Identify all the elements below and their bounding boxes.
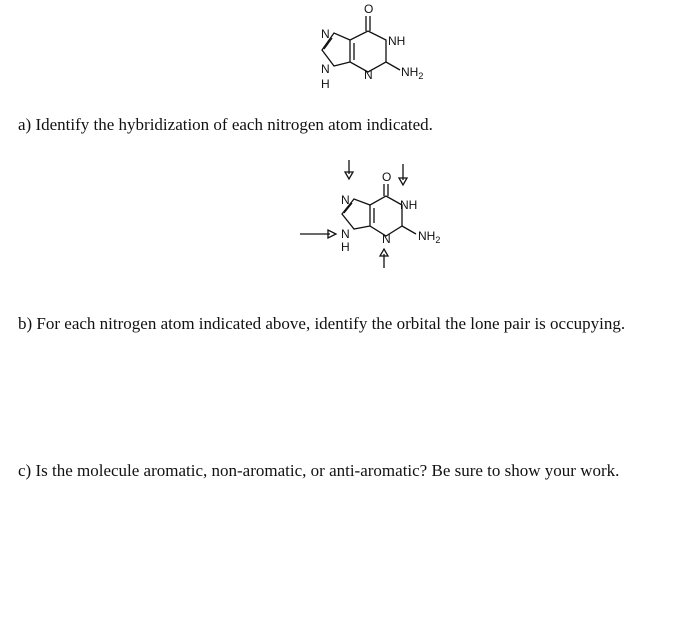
arrow-indicator-n3-icon — [380, 249, 388, 268]
atom-label-h-9: H — [341, 240, 350, 254]
question-c: c) Is the molecule aromatic, non-aromatic, or anti-aromatic? Be sure to show your work. — [18, 461, 620, 480]
arrow-indicator-n7-icon — [345, 160, 353, 179]
atom-label-nh-1: NH — [400, 198, 418, 212]
atom-label-n-3: N — [382, 232, 391, 246]
nh2-subscript: 2 — [418, 71, 424, 81]
atom-label-n-9: N — [341, 227, 350, 241]
guanine-structure-annotated — [296, 150, 466, 275]
atom-label-h-9: H — [321, 77, 330, 91]
arrow-indicator-n9-icon — [300, 230, 336, 238]
nh2-subscript: 2 — [435, 235, 441, 245]
atom-label-n-9: N — [321, 62, 330, 76]
atom-label-n-7: N — [321, 27, 330, 41]
atom-label-nh-1: NH — [388, 34, 406, 48]
guanine-structure-top — [300, 0, 440, 95]
question-b: b) For each nitrogen atom indicated above, identify the orbital the lone pair is occupying. — [18, 314, 626, 333]
question-a: a) Identify the hybridization of each nitrogen atom indicated. — [18, 115, 433, 134]
atom-label-nh2 — [401, 65, 423, 81]
atom-label-o: O — [382, 170, 392, 184]
atom-label-nh2 — [418, 229, 440, 245]
nh2-main: NH — [418, 229, 436, 243]
arrow-indicator-n1-icon — [399, 164, 407, 185]
atom-label-n-7: N — [341, 193, 350, 207]
atom-label-n-3: N — [364, 68, 373, 82]
atom-label-o: O — [364, 2, 374, 16]
nh2-main: NH — [401, 65, 419, 79]
